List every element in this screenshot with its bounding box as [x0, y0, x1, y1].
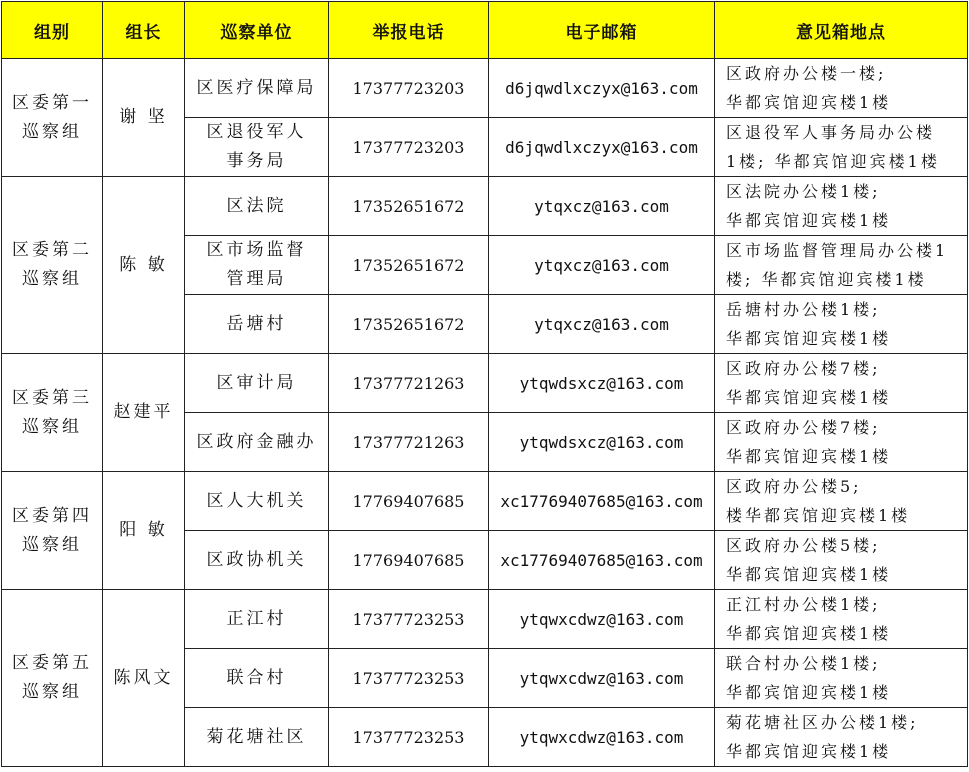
- group-name-line: 巡察组: [22, 416, 82, 437]
- inspected-unit-line: 区医疗保障局: [196, 77, 317, 98]
- location-line: 华都宾馆迎宾楼1楼: [726, 565, 892, 584]
- group-name-cell: [2, 354, 103, 472]
- location-line: 华都宾馆迎宾楼1楼: [726, 447, 892, 466]
- inspection-table: [1, 1, 968, 767]
- suggestion-box-location-cell: [715, 354, 968, 413]
- location-line: 区市场监督管理局办公楼1: [726, 241, 949, 260]
- email-cell: ytqwxcdwz@163.com: [489, 708, 715, 767]
- inspected-unit-line: 菊花塘社区: [206, 726, 307, 747]
- location-line: 华都宾馆迎宾楼1楼: [726, 329, 892, 348]
- location-line: 华都宾馆迎宾楼1楼: [726, 624, 892, 643]
- location-line: 区政府办公楼5楼;: [726, 536, 881, 555]
- group-name-line: 巡察组: [22, 269, 82, 289]
- report-phone-cell: 17377723253: [329, 649, 489, 708]
- location-line: 区政府办公楼5;: [726, 477, 862, 496]
- email-cell: ytqwdsxcz@163.com: [489, 354, 715, 413]
- inspected-unit-line: 区法院: [226, 195, 287, 216]
- location-line: 区政府办公楼一楼;: [726, 64, 887, 83]
- group-name-line: 巡察组: [22, 682, 82, 702]
- report-phone-cell: 17377721263: [329, 413, 489, 472]
- report-phone-cell: 17769407685: [329, 472, 489, 531]
- header-row: [2, 2, 968, 59]
- group-name-cell: [2, 59, 103, 177]
- inspected-unit-cell: [185, 649, 329, 708]
- inspected-unit-cell: [185, 295, 329, 354]
- email-cell: d6jqwdlxczyx@163.com: [489, 118, 715, 177]
- group-name-cell: [2, 590, 103, 767]
- inspected-unit-cell: [185, 531, 329, 590]
- email-cell: ytqxcz@163.com: [489, 236, 715, 295]
- location-line: 楼; 华都宾馆迎宾楼1楼: [726, 270, 927, 289]
- location-line: 区法院办公楼1楼;: [726, 182, 881, 201]
- report-phone-cell: 17377723253: [329, 590, 489, 649]
- email-cell: ytqxcz@163.com: [489, 177, 715, 236]
- header-unit: 巡察单位: [185, 2, 329, 59]
- location-line: 区政府办公楼7楼;: [726, 418, 881, 437]
- email-cell: xc17769407685@163.com: [489, 472, 715, 531]
- location-line: 正江村办公楼1楼;: [726, 595, 881, 614]
- inspected-unit-line: 区审计局: [216, 372, 297, 393]
- email-cell: ytqwxcdwz@163.com: [489, 590, 715, 649]
- report-phone-cell: 17352651672: [329, 177, 489, 236]
- group-name-line: 区委第五: [12, 653, 92, 673]
- email-cell: ytqxcz@163.com: [489, 295, 715, 354]
- group-name-line: 巡察组: [22, 534, 82, 555]
- group-leader-cell: 陈 敏: [103, 177, 185, 354]
- inspected-unit-line: 岳塘村: [226, 313, 287, 334]
- table-row: [2, 590, 968, 649]
- inspected-unit-line: 区人大机关: [206, 490, 307, 511]
- location-line: 华都宾馆迎宾楼1楼: [726, 211, 892, 230]
- inspected-unit-line: 区退役军人: [206, 122, 307, 142]
- inspected-unit-line: 正江村: [226, 608, 287, 629]
- table-body: [2, 59, 968, 767]
- inspected-unit-cell: [185, 708, 329, 767]
- report-phone-cell: 17377723253: [329, 708, 489, 767]
- group-name-line: 区委第一: [12, 92, 92, 113]
- header-group: 组别: [2, 2, 103, 59]
- group-name-line: 区委第四: [12, 505, 92, 526]
- report-phone-cell: 17377723203: [329, 59, 489, 118]
- suggestion-box-location-cell: [715, 59, 968, 118]
- inspected-unit-cell: [185, 472, 329, 531]
- group-leader-cell: 陈风文: [103, 590, 185, 767]
- inspected-unit-line: 联合村: [226, 667, 287, 688]
- group-leader-cell: 谢 坚: [103, 59, 185, 177]
- location-line: 楼华都宾馆迎宾楼1楼: [726, 506, 911, 525]
- email-cell: xc17769407685@163.com: [489, 531, 715, 590]
- inspected-unit-line: 事务局: [226, 151, 287, 171]
- group-name-cell: [2, 177, 103, 354]
- inspected-unit-line: 管理局: [226, 269, 287, 289]
- group-name-line: 区委第三: [12, 387, 92, 408]
- suggestion-box-location-cell: [715, 649, 968, 708]
- email-cell: d6jqwdlxczyx@163.com: [489, 59, 715, 118]
- suggestion-box-location-cell: [715, 177, 968, 236]
- table-row: [2, 59, 968, 118]
- group-leader-cell: 阳 敏: [103, 472, 185, 590]
- location-line: 华都宾馆迎宾楼1楼: [726, 93, 892, 112]
- report-phone-cell: 17377723203: [329, 118, 489, 177]
- report-phone-cell: 17769407685: [329, 531, 489, 590]
- table-row: [2, 354, 968, 413]
- inspected-unit-cell: [185, 118, 329, 177]
- header-phone: 举报电话: [329, 2, 489, 59]
- inspected-unit-line: 区市场监督: [206, 240, 307, 260]
- header-leader: 组长: [103, 2, 185, 59]
- suggestion-box-location-cell: [715, 590, 968, 649]
- header-email: 电子邮箱: [489, 2, 715, 59]
- header-location: 意见箱地点: [715, 2, 968, 59]
- location-line: 华都宾馆迎宾楼1楼: [726, 388, 892, 407]
- inspected-unit-line: 区政府金融办: [196, 431, 317, 452]
- suggestion-box-location-cell: [715, 708, 968, 767]
- report-phone-cell: 17352651672: [329, 295, 489, 354]
- email-cell: ytqwdsxcz@163.com: [489, 413, 715, 472]
- group-leader-cell: 赵建平: [103, 354, 185, 472]
- suggestion-box-location-cell: [715, 531, 968, 590]
- inspected-unit-cell: [185, 177, 329, 236]
- suggestion-box-location-cell: [715, 118, 968, 177]
- group-name-cell: [2, 472, 103, 590]
- suggestion-box-location-cell: [715, 295, 968, 354]
- report-phone-cell: 17352651672: [329, 236, 489, 295]
- location-line: 联合村办公楼1楼;: [726, 654, 881, 673]
- table-row: [2, 177, 968, 236]
- inspected-unit-cell: [185, 236, 329, 295]
- inspected-unit-cell: [185, 413, 329, 472]
- location-line: 华都宾馆迎宾楼1楼: [726, 683, 892, 702]
- group-name-line: 巡察组: [22, 121, 82, 142]
- location-line: 岳塘村办公楼1楼;: [726, 300, 881, 319]
- suggestion-box-location-cell: [715, 472, 968, 531]
- report-phone-cell: 17377721263: [329, 354, 489, 413]
- inspected-unit-cell: [185, 59, 329, 118]
- table-row: [2, 472, 968, 531]
- location-line: 菊花塘社区办公楼1楼;: [726, 713, 919, 732]
- inspected-unit-line: 区政协机关: [206, 549, 307, 570]
- inspected-unit-cell: [185, 354, 329, 413]
- suggestion-box-location-cell: [715, 236, 968, 295]
- location-line: 华都宾馆迎宾楼1楼: [726, 742, 892, 761]
- inspected-unit-cell: [185, 590, 329, 649]
- location-line: 1楼; 华都宾馆迎宾楼1楼: [726, 152, 940, 171]
- location-line: 区退役军人事务局办公楼: [726, 123, 936, 142]
- suggestion-box-location-cell: [715, 413, 968, 472]
- email-cell: ytqwxcdwz@163.com: [489, 649, 715, 708]
- group-name-line: 区委第二: [12, 240, 92, 260]
- location-line: 区政府办公楼7楼;: [726, 359, 881, 378]
